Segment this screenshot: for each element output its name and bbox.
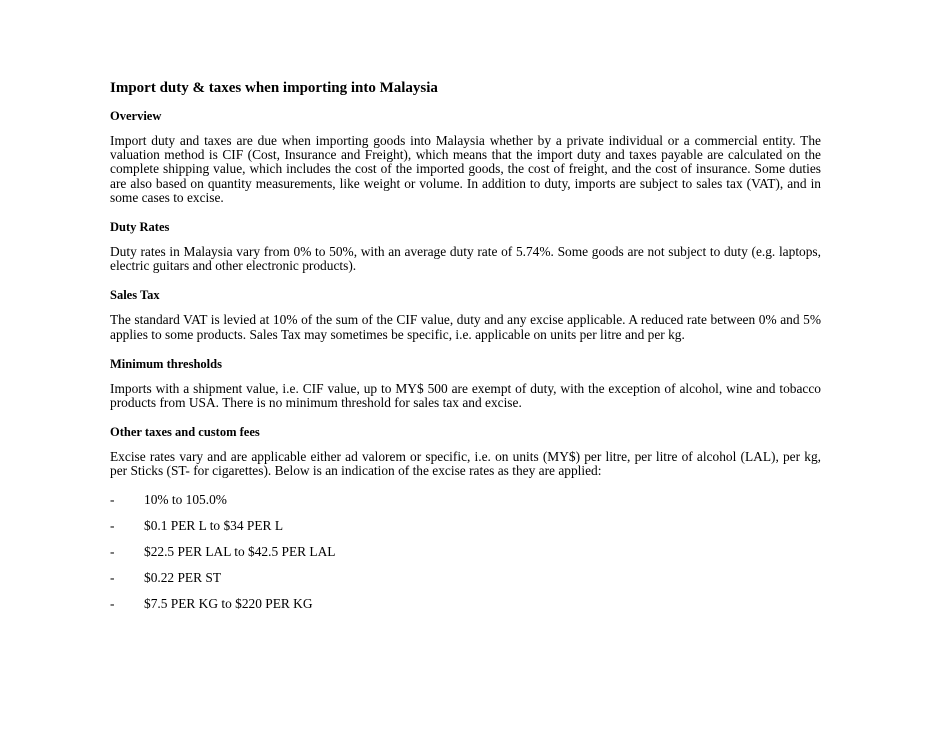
list-item [110, 493, 821, 507]
excise-rates-list [110, 493, 821, 611]
section-body-sales-tax: The standard VAT is levied at 10% of the sum of the CIF value, duty and any excise applicable. A reduced rate between 0% and 5% applies to some products. Sales Tax may sometimes be specific, i.e. applicable on units per litre and per kg. [110, 312, 821, 342]
section-body-minimum-thresholds: Imports with a shipment value, i.e. CIF value, up to MY$ 500 are exempt of duty, with the exception of alcohol, wine and tobacco products from USA. There is no minimum threshold for sales tax and excise. [110, 380, 821, 411]
section-heading-minimum-thresholds: Minimum thresholds [110, 356, 222, 371]
excise-rate-text: 10% to 105.0% [144, 491, 227, 507]
excise-rate-text: $7.5 PER KG to $220 PER KG [144, 595, 313, 611]
section-heading-overview: Overview [110, 109, 162, 123]
list-item [110, 545, 821, 559]
section-body-duty-rates: Duty rates in Malaysia vary from 0% to 50%, with an average duty rate of 5.74%. Some goods are not subject to duty (e.g. laptops, electric guitars and other electronic products). [110, 244, 821, 274]
list-item [110, 519, 821, 533]
excise-rate-text: $22.5 PER LAL to $42.5 PER LAL [144, 543, 336, 559]
section-heading-sales-tax: Sales Tax [110, 288, 160, 303]
excise-rate-text: $0.1 PER L to $34 PER L [144, 517, 283, 533]
bullet-marker: - [110, 517, 115, 533]
section-heading-duty-rates: Duty Rates [110, 220, 170, 235]
bullet-marker: - [110, 569, 115, 585]
document-page [110, 78, 821, 623]
excise-rate-text: $0.22 PER ST [144, 569, 222, 585]
bullet-marker: - [110, 491, 115, 507]
section-body-overview: Import duty and taxes are due when importing goods into Malaysia whether by a private individual or a commercial entity. The valuation method is CIF (Cost, Insurance and Freight), which means that the import duty and taxes payable are calculated on the complete shipping value, which includes the cost of the imported goods, the cost of freight, and the cost of insurance. Some duties are also based on quantity measurements, like weight or volume. In addition to duty, imports are subject to sales tax (VAT), and in some cases to excise. [110, 133, 821, 205]
document-title: Import duty & taxes when importing into Malaysia [110, 80, 438, 96]
bullet-marker: - [110, 595, 115, 611]
section-heading-other-taxes: Other taxes and custom fees [110, 425, 260, 440]
section-body-other-taxes: Excise rates vary and are applicable either ad valorem or specific, i.e. on units (MY$) per litre, per litre of alcohol (LAL), per kg, per Sticks (ST- for cigarettes). Below is an indication of the excise rates as they are applied: [110, 449, 821, 479]
list-item [110, 597, 821, 611]
bullet-marker: - [110, 543, 115, 559]
list-item [110, 571, 821, 585]
